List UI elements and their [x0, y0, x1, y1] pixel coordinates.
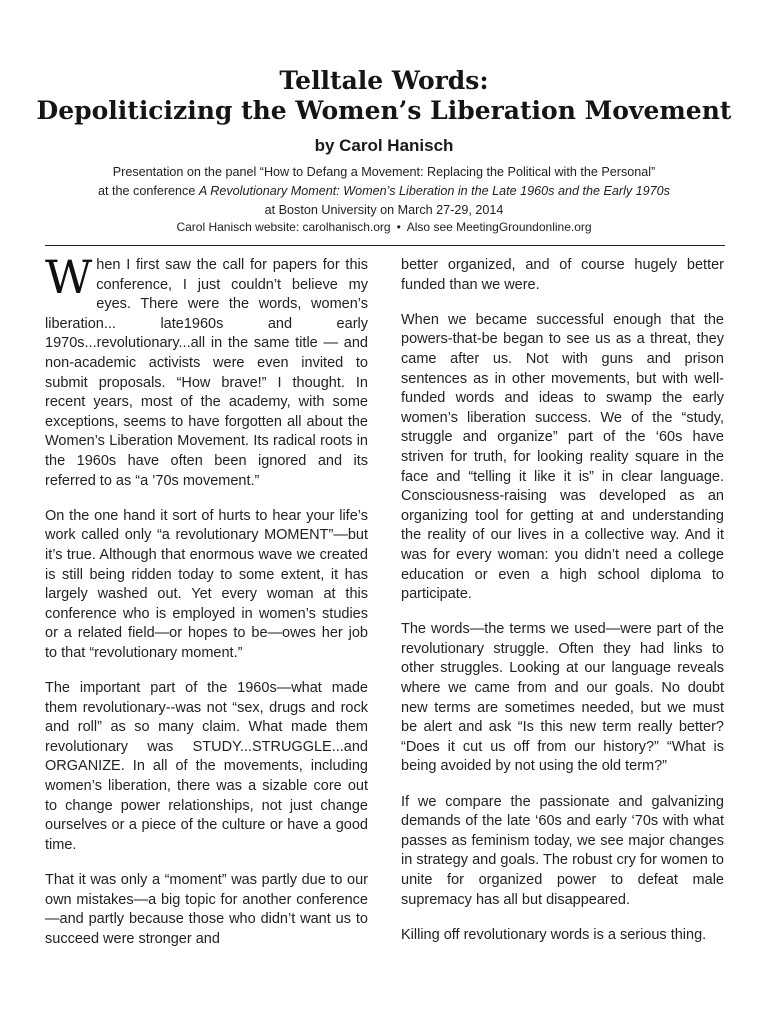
- conference-title: A Revolutionary Moment: Women’s Liberation in the Late 1960s and the Early 1970s: [198, 184, 670, 198]
- venue-line: at Boston University on March 27-29, 2014: [264, 203, 504, 217]
- related-website: Also see MeetingGroundonline.org: [406, 220, 592, 234]
- paragraph: On the one hand it sort of hurts to hear your life’s work called only “a revolutionary MOMENT”—but it’s true. Although that enormous wave we created is still being ridden today to some extent, it has largely washed out. Yet every woman at this conference who is employed in women’s studies or a related field—or hopes to be—owes her job to that “revolutionary moment.”: [45, 507, 368, 661]
- left-column: [45, 250, 368, 965]
- bullet-separator: •: [396, 220, 401, 234]
- drop-cap: W: [45, 250, 93, 304]
- paragraph: If we compare the passionate and galvanizing demands of the late ‘60s and early ‘70s with what passes as feminism today, we see major changes in strategy and goals. The robust cry for women to unite for organized power to defeat male supremacy has all but disappeared.: [401, 793, 724, 908]
- paragraph: When we became successful enough that the powers-that-be began to see us as a threat, they came after us. Not with guns and prison sentences as in other movements, but with well-funded words and ideas to swamp the early women’s liberation success. We of the “study, struggle and organize” part of the ‘60s have striven for truth, for looking reality square in the face and “telling it like it is” in clear language. Consciousness-raising was developed as an organizing tool for getting at and understanding the reality of our lives in a collective way. And it was for every woman: you didn’t need a college education or even a high school diploma to participate.: [401, 311, 724, 603]
- paragraph-text: hen I first saw the call for papers for this conference, I just couldn’t believe my eyes. There were the words, women’s liberation... late1960s and early 1970s...revolutionary...all in the same title — and non-academic activists were even invited to submit proposals. “How brave!” I thought. In recent years, most of the academy, with some exceptions, seems to have forgotten all about the Women’s Liberation Movement. Its radical roots in the 1960s have often been ignored and its referred to as “a ’70s movement.”: [45, 257, 368, 489]
- paragraph: Killing off revolutionary words is a serious thing.: [401, 926, 707, 943]
- paragraph: The words—the terms we used—were part of the revolutionary struggle. Often they had links to other struggles. Looking at our language reveals where we came from and our goals. No doubt new terms are sometimes needed, but we must be alert and ask “Is this new term really better? “Does it cut us off from our history?” “What is being avoided by not using the old term?”: [401, 621, 724, 775]
- paragraph: The important part of the 1960s—what made them revolutionary--was not “sex, drugs and rock and roll” as so many claim. What made them revolutionary was STUDY...STRUGGLE...and ORGANIZE. In all of the movements, including women’s liberation, there was a sizable core out to change power relationships, not just change ourselves or a piece of the culture or have a good time.: [45, 680, 368, 853]
- author-website: Carol Hanisch website: carolhanisch.org: [176, 220, 391, 234]
- paragraph: [45, 250, 368, 491]
- panel-description: Presentation on the panel “How to Defang a Movement: Replacing the Political with the Personal”: [112, 165, 656, 179]
- website-line: [0, 220, 768, 234]
- right-column: [401, 256, 724, 961]
- title-line-1: Telltale Words:: [279, 66, 489, 95]
- title-line-2: Depoliticizing the Women’s Liberation Movement: [36, 96, 732, 125]
- paragraph: That it was only a “moment” was partly due to our own mistakes—a big topic for another conference—and partly because those who didn’t want us to succeed were stronger and: [45, 872, 368, 947]
- paragraph: better organized, and of course hugely better funded than we were.: [401, 257, 724, 293]
- header-divider: [45, 245, 725, 246]
- byline: by Carol Hanisch: [314, 136, 454, 155]
- conference-line: [0, 184, 768, 198]
- conference-prefix: at the conference: [98, 184, 199, 198]
